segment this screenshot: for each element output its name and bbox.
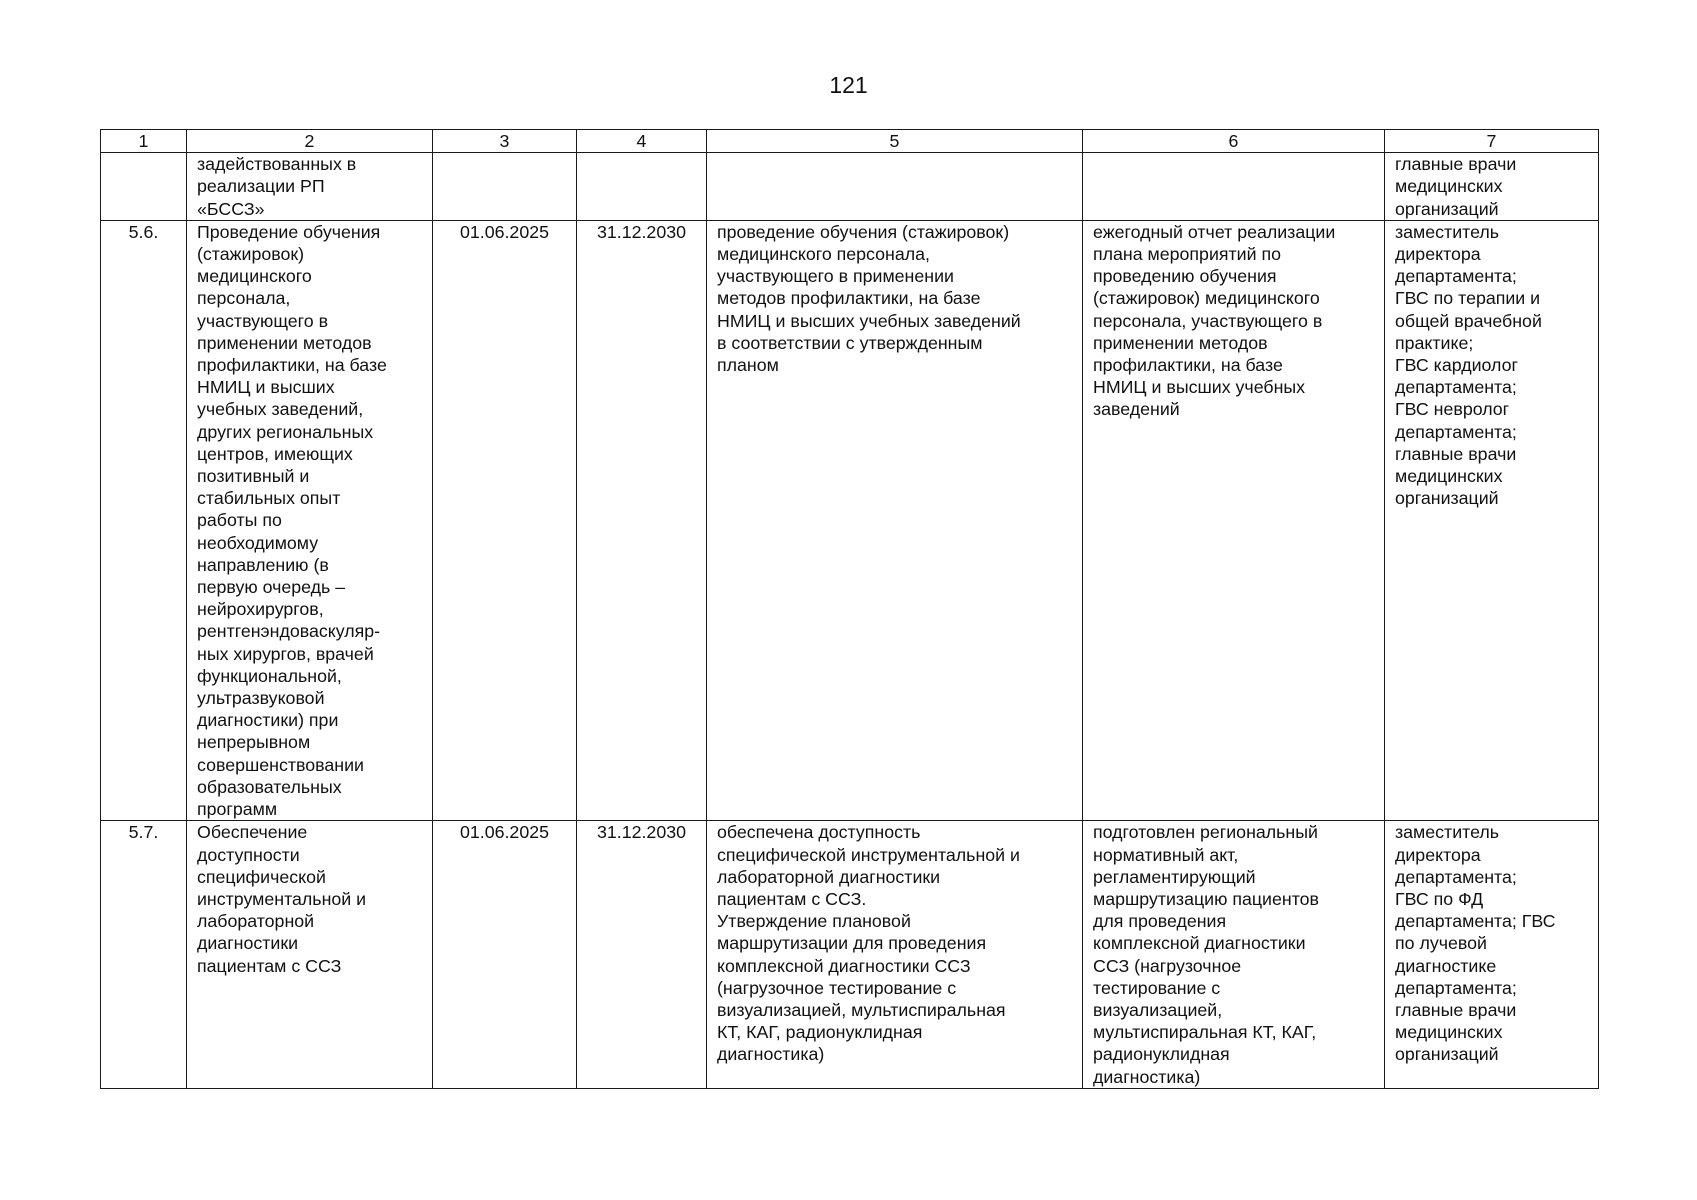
result-cell: обеспечена доступность специфической инструментальной и лабораторной диагностики пациентам с ССЗ. Утверждение плановой маршрутизации для проведения комплексной диагностики ССЗ (нагрузочное тестирование с визуализацией, мультиспиральная КТ, КАГ, радионуклидная диагностика)	[707, 821, 1083, 1088]
end-date-cell	[577, 153, 707, 221]
table-row	[101, 220, 1599, 820]
responsible-cell: заместитель директора департамента; ГВС по терапии и общей врачебной практике; ГВС кардиолог департамента; ГВС невролог департамента; главные врачи медицинских организаций	[1385, 220, 1599, 820]
column-header: 5	[707, 130, 1083, 153]
column-header: 3	[433, 130, 577, 153]
end-date-cell: 31.12.2030	[577, 220, 707, 820]
result-cell: проведение обучения (стажировок) медицинского персонала, участвующего в применении методов профилактики, на базе НМИЦ и высших учебных заведений в соответствии с утвержденным планом	[707, 220, 1083, 820]
item-number-cell: 5.6.	[101, 220, 187, 820]
start-date-cell	[433, 153, 577, 221]
responsible-cell: главные врачи медицинских организаций	[1385, 153, 1599, 221]
responsible-cell: заместитель директора департамента; ГВС по ФД департамента; ГВС по лучевой диагностике департамента; главные врачи медицинских организаций	[1385, 821, 1599, 1088]
control-cell: ежегодный отчет реализации плана мероприятий по проведению обучения (стажировок) медицинского персонала, участвующего в применении методов профилактики, на базе НМИЦ и высших учебных заведений	[1083, 220, 1385, 820]
column-number-header-row	[101, 130, 1599, 153]
event-name-cell: задействованных в реализации РП «БССЗ»	[187, 153, 433, 221]
page-number: 121	[829, 72, 868, 98]
start-date-cell: 01.06.2025	[433, 220, 577, 820]
event-name-cell: Проведение обучения (стажировок) медицинского персонала, участвующего в применении методов профилактики, на базе НМИЦ и высших учебных заведений, других региональных центров, имеющих позитивный и стабильных опыт работы по необходимому направлению (в первую очередь – нейрохирургов, рентгенэндоваскуляр- ных хирургов, врачей функциональной, ультразвуковой диагностики) при непрерывном совершенствовании образовательных программ	[187, 220, 433, 820]
start-date-cell: 01.06.2025	[433, 821, 577, 1088]
column-header: 2	[187, 130, 433, 153]
table-row-continued	[101, 153, 1599, 221]
column-header: 1	[101, 130, 187, 153]
event-name-cell: Обеспечение доступности специфической инструментальной и лабораторной диагностики пациентам с ССЗ	[187, 821, 433, 1088]
item-number-cell: 5.7.	[101, 821, 187, 1088]
column-header: 6	[1083, 130, 1385, 153]
activities-table	[100, 129, 1599, 1089]
result-cell	[707, 153, 1083, 221]
control-cell: подготовлен региональный нормативный акт, регламентирующий маршрутизацию пациентов для проведения комплексной диагностики ССЗ (нагрузочное тестирование с визуализацией, мультиспиральная КТ, КАГ, радионуклидная диагностика)	[1083, 821, 1385, 1088]
end-date-cell: 31.12.2030	[577, 821, 707, 1088]
table-row	[101, 821, 1599, 1088]
item-number-cell	[101, 153, 187, 221]
column-header: 7	[1385, 130, 1599, 153]
control-cell	[1083, 153, 1385, 221]
column-header: 4	[577, 130, 707, 153]
